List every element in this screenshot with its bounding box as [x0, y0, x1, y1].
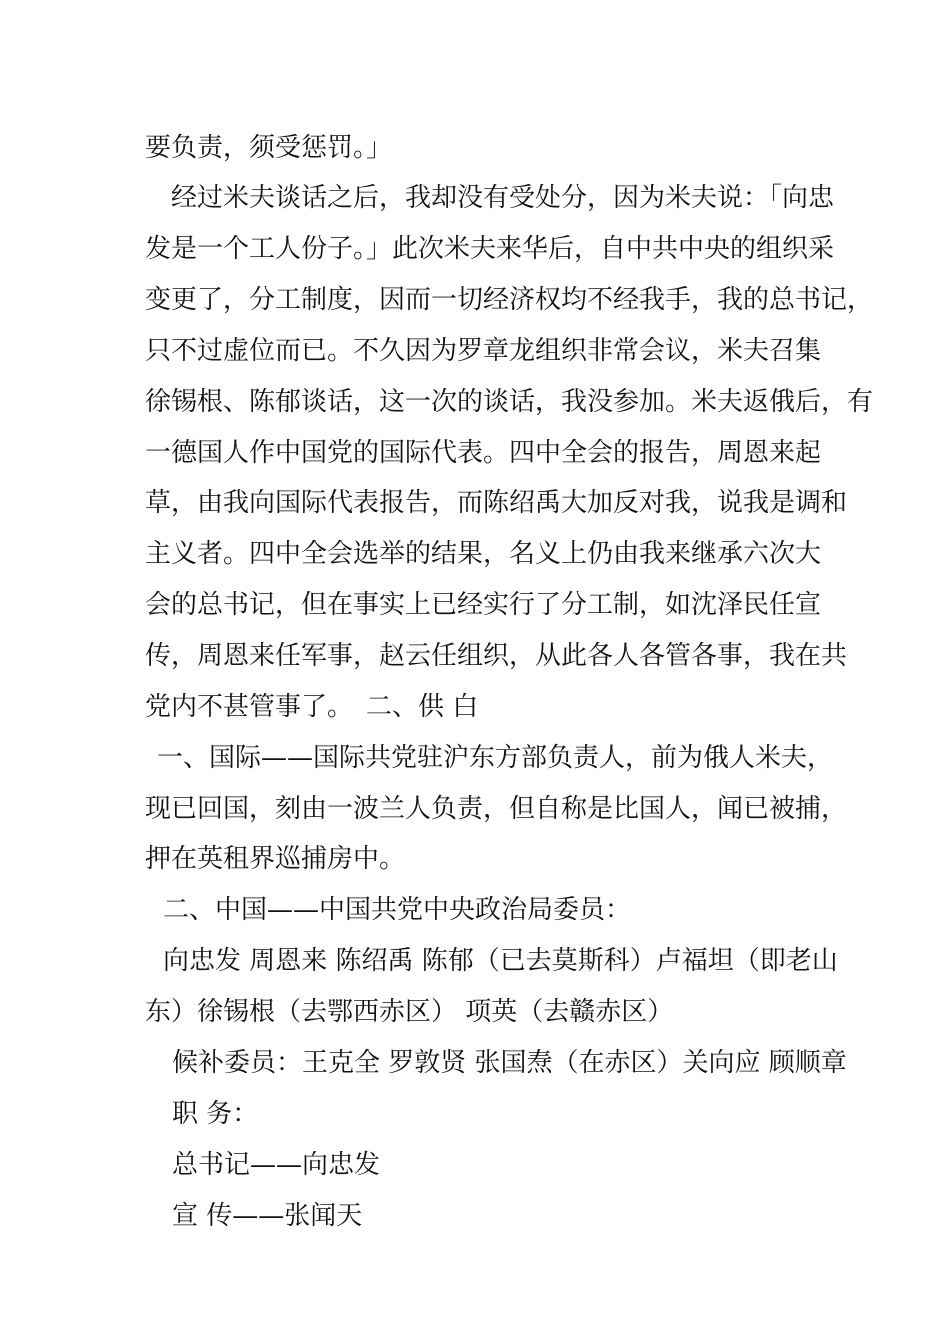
text-line: 向忠发 周恩来 陈绍禹 陈郁（已去莫斯科）卢福坦（即老山	[163, 946, 838, 976]
text-line: 会的总书记，但在事实上已经实行了分工制，如沈泽民任宣	[145, 590, 822, 620]
text-line: 一、国际——国际共党驻沪东方部负责人，前为俄人米夫，	[157, 743, 834, 773]
text-line: 现已回国，刻由一波兰人负责，但自称是比国人，闻已被捕，	[145, 794, 848, 824]
text-line: 只不过虚位而已。不久因为罗章龙组织非常会议，米夫召集	[145, 336, 822, 366]
text-line: 要负责，须受惩罚。」	[145, 133, 393, 163]
text-line: 主义者。四中全会选举的结果，名义上仍由我来继承六次大	[145, 539, 822, 569]
text-line: 一德国人作中国党的国际代表。四中全会的报告，周恩来起	[145, 438, 822, 468]
text-line: 发是一个工人份子。」此次米夫来华后，自中共中央的组织采	[145, 234, 835, 264]
text-line: 党内不甚管事了。 二、供 白	[145, 692, 479, 722]
text-line: 变更了，分工制度，因而一切经济权均不经我手，我的总书记，	[145, 285, 874, 315]
text-line: 二、中国——中国共党中央政治局委员：	[163, 895, 632, 925]
text-line: 宣 传——张闻天	[172, 1201, 363, 1231]
text-line: 总书记——向忠发	[172, 1150, 381, 1180]
text-line: 东）徐锡根（去鄂西赤区） 项英（去赣赤区）	[145, 997, 674, 1027]
text-line: 候补委员：王克全 罗敦贤 张国焘（在赤区）关向应 顾顺章	[172, 1048, 847, 1078]
text-line: 草，由我向国际代表报告，而陈绍禹大加反对我，说我是调和	[145, 488, 848, 518]
text-line: 徐锡根、陈郁谈话，这一次的谈话，我没参加。米夫返俄后，有	[145, 387, 874, 417]
text-line: 职 务：	[172, 1099, 259, 1129]
text-line: 押在英租界巡捕房中。	[145, 844, 406, 874]
text-line: 经过米夫谈话之后，我却没有受处分，因为米夫说：「向忠	[145, 183, 835, 213]
text-line: 传，周恩来任军事，赵云任组织，从此各人各管各事，我在共	[145, 641, 848, 671]
